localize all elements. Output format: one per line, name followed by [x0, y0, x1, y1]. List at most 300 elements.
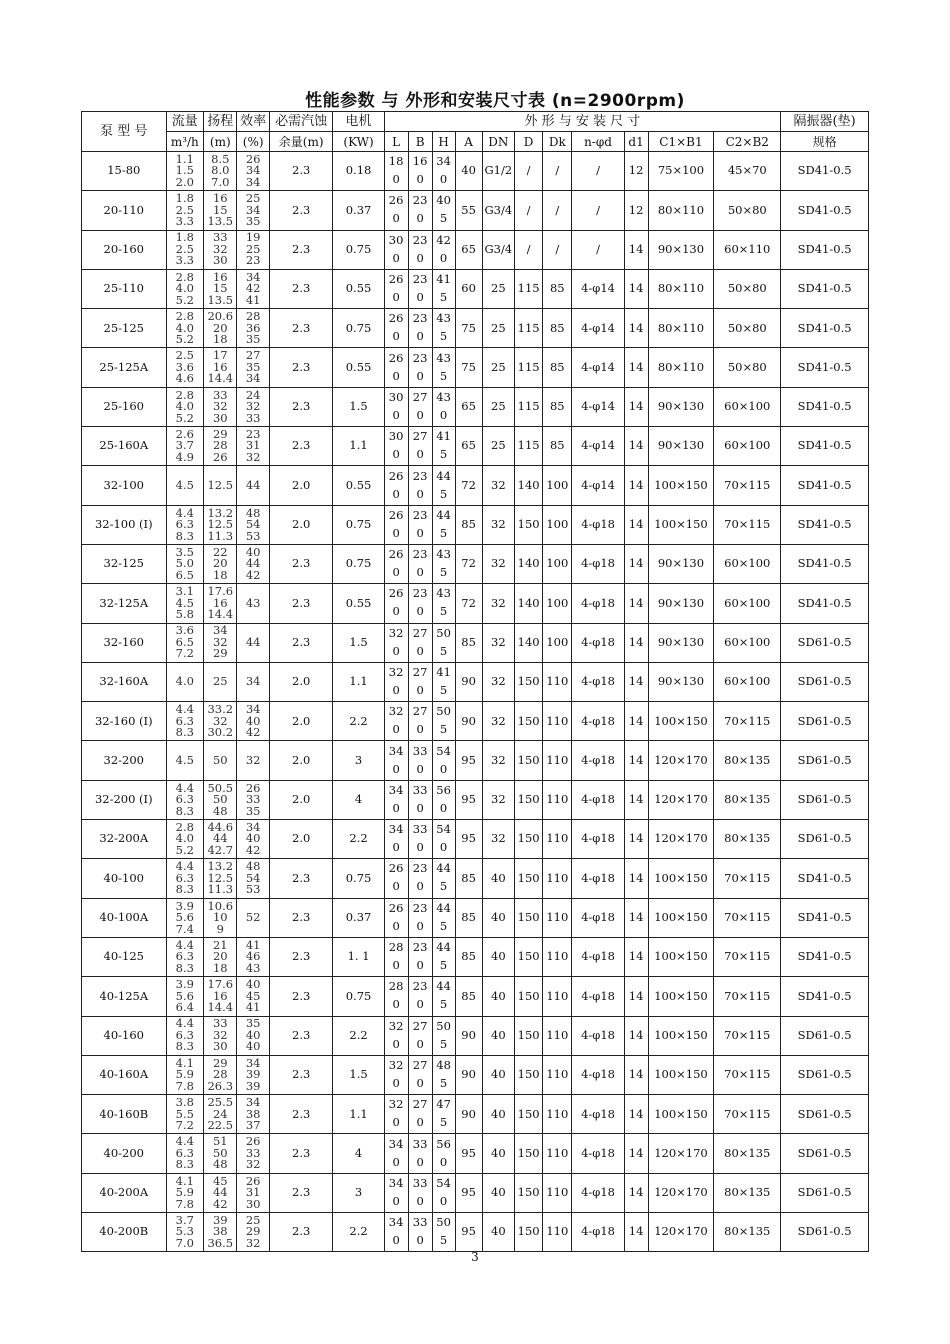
- cell-D: 150: [515, 780, 543, 819]
- cell-d1: 14: [624, 623, 648, 662]
- cell-D: 150: [515, 1173, 543, 1212]
- header-model: 泵 型 号: [82, 112, 167, 152]
- cell-head: [204, 662, 237, 701]
- cell-H: [432, 1134, 455, 1173]
- cell-head-value: 12.5: [207, 477, 234, 492]
- cell-flow-value: 2.5: [175, 202, 194, 217]
- cell-head-value: 16: [212, 988, 228, 1003]
- cell-C2B2: 60×110: [714, 230, 781, 269]
- cell-L-value: 0: [392, 407, 400, 422]
- cell-H-value: 44: [436, 900, 451, 915]
- cell-L: [384, 505, 408, 544]
- cell-H-value: 44: [436, 940, 451, 955]
- cell-head: [204, 1173, 237, 1212]
- cell-B-value: 27: [412, 665, 428, 679]
- cell-H-value: 44: [436, 979, 451, 994]
- cell-head-value: 30: [212, 1039, 228, 1054]
- cell-B-value: 0: [416, 604, 424, 619]
- cell-kw: 0.55: [333, 584, 384, 623]
- cell-eff-value: 19: [245, 230, 261, 245]
- cell-DN: 25: [482, 348, 514, 387]
- cell-A: 95: [455, 1173, 482, 1212]
- cell-flow-value: 4.5: [175, 752, 194, 767]
- cell-B-value: 33: [412, 1136, 428, 1151]
- cell-D: 150: [515, 898, 543, 937]
- cell-H: [432, 1173, 455, 1212]
- cell-eff: [237, 387, 269, 426]
- cell-head-value: 18: [212, 960, 228, 975]
- cell-nd: /: [572, 191, 624, 230]
- cell-B-value: 23: [412, 350, 428, 365]
- cell-iso: SD61-0.5: [781, 1095, 869, 1134]
- cell-nd: 4-φ14: [572, 269, 624, 308]
- cell-d1: 14: [624, 1134, 648, 1173]
- cell-Dk: 110: [543, 780, 572, 819]
- cell-C1B1: 100×150: [648, 937, 714, 976]
- table-row: [82, 309, 869, 348]
- cell-B-value: 0: [416, 1193, 424, 1208]
- cell-head: [204, 387, 237, 426]
- cell-head-value: 20: [212, 949, 228, 964]
- cell-eff-value: 39: [245, 1078, 261, 1093]
- cell-eff: [237, 1095, 269, 1134]
- cell-eff-value: 34: [245, 163, 261, 178]
- cell-head: [204, 269, 237, 308]
- cell-D: 115: [515, 269, 543, 308]
- cell-iso: SD41-0.5: [781, 348, 869, 387]
- cell-L: [384, 466, 408, 505]
- cell-npsh: 2.3: [269, 977, 333, 1016]
- cell-B-value: 0: [416, 172, 424, 187]
- cell-C2B2: 60×100: [714, 662, 781, 701]
- cell-eff-value: 40: [245, 713, 261, 728]
- cell-B: [408, 937, 432, 976]
- cell-eff: [237, 702, 269, 741]
- cell-L-value: 26: [388, 547, 404, 562]
- cell-flow-value: 8.3: [175, 1039, 194, 1054]
- cell-nd: /: [572, 152, 624, 191]
- cell-nd: 4-φ18: [572, 1016, 624, 1055]
- cell-C2B2: 70×115: [714, 977, 781, 1016]
- cell-nd: 4-φ18: [572, 702, 624, 741]
- cell-flow-value: 6.4: [175, 1000, 194, 1015]
- cell-head-value: 30: [212, 410, 228, 425]
- cell-eff: [237, 741, 269, 780]
- cell-DN: 40: [482, 859, 514, 898]
- cell-C1B1: 100×150: [648, 1095, 714, 1134]
- cell-Dk: 110: [543, 859, 572, 898]
- cell-C1B1: 75×100: [648, 152, 714, 191]
- cell-D: 140: [515, 623, 543, 662]
- cell-eff-value: 26: [245, 1173, 261, 1188]
- cell-d1: 14: [624, 780, 648, 819]
- cell-C2B2: 70×115: [714, 466, 781, 505]
- cell-eff-value: 32: [245, 449, 261, 464]
- cell-head-value: 32: [212, 1027, 228, 1042]
- cell-nd: 4-φ18: [572, 623, 624, 662]
- cell-eff-value: 48: [245, 505, 261, 520]
- cell-B-value: 0: [416, 1115, 424, 1130]
- cell-B: [408, 702, 432, 741]
- table-row: [82, 505, 869, 544]
- cell-C1B1: 100×150: [648, 1016, 714, 1055]
- cell-kw: 1.5: [333, 1055, 384, 1094]
- cell-kw: 0.55: [333, 269, 384, 308]
- cell-B-value: 23: [412, 507, 428, 522]
- cell-eff: [237, 466, 269, 505]
- cell-npsh: 2.3: [269, 1134, 333, 1173]
- cell-flow-value: 4.0: [175, 831, 194, 846]
- cell-A: 85: [455, 898, 482, 937]
- cell-flow-value: 2.8: [175, 819, 194, 834]
- cell-flow-value: 6.3: [175, 792, 194, 807]
- cell-flow-value: 5.2: [175, 292, 194, 307]
- cell-flow-value: 3.6: [175, 359, 194, 374]
- cell-DN: 25: [482, 427, 514, 466]
- cell-H: [432, 741, 455, 780]
- cell-eff-value: 42: [245, 281, 261, 296]
- cell-head-value: 20: [212, 556, 228, 571]
- cell-L-value: 28: [388, 940, 404, 955]
- cell-nd: 4-φ14: [572, 466, 624, 505]
- cell-Dk: 85: [543, 427, 572, 466]
- cell-eff-value: 52: [245, 910, 261, 925]
- cell-head: [204, 741, 237, 780]
- cell-npsh: 2.3: [269, 898, 333, 937]
- cell-H-value: 0: [439, 172, 448, 187]
- cell-Dk: 100: [543, 505, 572, 544]
- cell-d1: 14: [624, 820, 648, 859]
- cell-nd: 4-φ18: [572, 977, 624, 1016]
- cell-H-value: 5: [439, 683, 448, 697]
- cell-head-value: 8.0: [211, 163, 230, 178]
- cell-C1B1: 80×110: [648, 269, 714, 308]
- cell-d1: 14: [624, 1016, 648, 1055]
- cell-L: [384, 702, 408, 741]
- cell-C2B2: 60×100: [714, 623, 781, 662]
- cell-model: 40-160A: [82, 1055, 167, 1094]
- cell-H-value: 44: [436, 507, 451, 522]
- cell-B-value: 23: [412, 940, 428, 955]
- header-col-H: H: [432, 132, 455, 152]
- cell-kw: 4: [333, 1134, 384, 1173]
- cell-C2B2: 70×115: [714, 898, 781, 937]
- cell-flow-value: 6.3: [175, 1145, 194, 1160]
- cell-eff-value: 31: [245, 1185, 261, 1200]
- cell-L-value: 0: [392, 368, 400, 383]
- cell-eff-value: 30: [245, 1196, 261, 1211]
- header-col-A: A: [455, 132, 482, 152]
- cell-eff-value: 23: [245, 426, 261, 441]
- cell-kw: 2.2: [333, 820, 384, 859]
- cell-head-value: 14.4: [207, 1000, 234, 1015]
- cell-D: 140: [515, 584, 543, 623]
- cell-flow-value: 4.5: [175, 477, 194, 492]
- cell-eff: [237, 623, 269, 662]
- header-col-Dk: Dk: [543, 132, 572, 152]
- cell-iso: SD61-0.5: [781, 662, 869, 701]
- cell-head-value: 13.2: [207, 505, 234, 520]
- cell-eff-value: 42: [245, 567, 261, 582]
- cell-flow-value: 5.2: [175, 332, 194, 347]
- cell-H-value: 5: [439, 565, 448, 580]
- header-flow-unit: m³/h: [166, 132, 204, 152]
- cell-eff-value: 27: [245, 348, 261, 363]
- cell-H-value: 44: [436, 468, 451, 483]
- cell-H-value: 0: [439, 1154, 448, 1169]
- cell-Dk: 110: [543, 1173, 572, 1212]
- cell-iso: SD41-0.5: [781, 191, 869, 230]
- cell-eff-value: 34: [245, 1055, 261, 1070]
- cell-DN: 40: [482, 1055, 514, 1094]
- table-row: [82, 820, 869, 859]
- cell-H-value: 43: [436, 311, 451, 326]
- cell-L-value: 32: [388, 665, 404, 679]
- cell-D: 115: [515, 387, 543, 426]
- cell-head-value: 50: [212, 792, 228, 807]
- cell-flow-value: 6.3: [175, 870, 194, 885]
- cell-head-value: 36.5: [207, 1235, 234, 1250]
- cell-L-value: 34: [388, 1175, 404, 1190]
- cell-C2B2: 70×115: [714, 1016, 781, 1055]
- cell-head-value: 25.5: [207, 1095, 234, 1110]
- cell-kw: 2.2: [333, 702, 384, 741]
- cell-model: 32-100: [82, 466, 167, 505]
- cell-H-value: 5: [439, 211, 448, 226]
- cell-Dk: 85: [543, 348, 572, 387]
- cell-L-value: 32: [388, 1018, 404, 1033]
- cell-head-value: 29: [212, 646, 228, 661]
- cell-d1: 14: [624, 230, 648, 269]
- cell-flow-value: 2.8: [175, 309, 194, 324]
- table-row: [82, 780, 869, 819]
- cell-nd: 4-φ18: [572, 1173, 624, 1212]
- cell-C2B2: 80×135: [714, 1134, 781, 1173]
- cell-kw: 2.2: [333, 1213, 384, 1252]
- cell-eff: [237, 898, 269, 937]
- cell-eff-value: 31: [245, 438, 261, 453]
- table-row: [82, 937, 869, 976]
- table-row: [82, 152, 869, 191]
- cell-D: 150: [515, 1016, 543, 1055]
- cell-iso: SD41-0.5: [781, 584, 869, 623]
- cell-DN: 32: [482, 623, 514, 662]
- cell-Dk: 110: [543, 1134, 572, 1173]
- cell-L-value: 0: [392, 918, 400, 933]
- cell-kw: 0.18: [333, 152, 384, 191]
- cell-flow-value: 8.3: [175, 1157, 194, 1172]
- cell-flow-value: 8.3: [175, 803, 194, 818]
- cell-head-value: 45: [212, 1173, 228, 1188]
- cell-B: [408, 623, 432, 662]
- cell-L: [384, 1213, 408, 1252]
- cell-H: [432, 820, 455, 859]
- cell-head-value: 48: [212, 803, 228, 818]
- cell-eff-value: 29: [245, 1224, 261, 1239]
- cell-flow: [166, 191, 204, 230]
- cell-H-value: 54: [436, 822, 451, 837]
- cell-Dk: 110: [543, 702, 572, 741]
- cell-model: 32-125A: [82, 584, 167, 623]
- cell-B-value: 0: [416, 643, 424, 658]
- cell-H-value: 50: [436, 1018, 451, 1033]
- header-col-D: D: [515, 132, 543, 152]
- cell-B: [408, 898, 432, 937]
- cell-B-value: 23: [412, 311, 428, 326]
- cell-d1: 14: [624, 269, 648, 308]
- cell-eff-value: 34: [245, 371, 261, 386]
- cell-DN: 32: [482, 544, 514, 583]
- header-motor-unit: (KW): [333, 132, 384, 152]
- cell-A: 85: [455, 977, 482, 1016]
- cell-kw: 1.5: [333, 387, 384, 426]
- cell-C2B2: 60×100: [714, 544, 781, 583]
- cell-B: [408, 427, 432, 466]
- cell-flow-value: 8.3: [175, 528, 194, 543]
- cell-head-value: 10.6: [207, 898, 234, 913]
- cell-iso: SD41-0.5: [781, 269, 869, 308]
- cell-flow-value: 6.3: [175, 713, 194, 728]
- header-col-C2B2: C2×B2: [714, 132, 781, 152]
- cell-L-value: 26: [388, 900, 404, 915]
- cell-model: 40-100A: [82, 898, 167, 937]
- cell-B: [408, 741, 432, 780]
- cell-head-value: 34: [212, 623, 228, 638]
- cell-head: [204, 466, 237, 505]
- header-col-L: L: [384, 132, 408, 152]
- cell-flow: [166, 623, 204, 662]
- cell-eff-value: 40: [245, 977, 261, 992]
- cell-C1B1: 100×150: [648, 977, 714, 1016]
- cell-C2B2: 80×135: [714, 1213, 781, 1252]
- cell-flow-value: 2.8: [175, 387, 194, 402]
- cell-flow-value: 1.1: [175, 151, 194, 166]
- cell-H-value: 56: [436, 782, 451, 797]
- cell-head-value: 50: [212, 752, 228, 767]
- cell-Dk: 100: [543, 544, 572, 583]
- cell-H-value: 42: [436, 232, 451, 247]
- cell-model: 25-160: [82, 387, 167, 426]
- cell-eff: [237, 427, 269, 466]
- cell-C1B1: 120×170: [648, 820, 714, 859]
- cell-D: 150: [515, 937, 543, 976]
- cell-head: [204, 898, 237, 937]
- cell-B-value: 0: [416, 800, 424, 815]
- cell-model: 32-200: [82, 741, 167, 780]
- cell-head: [204, 1134, 237, 1173]
- cell-flow-value: 4.4: [175, 1016, 194, 1031]
- cell-L-value: 0: [392, 761, 400, 776]
- cell-kw: 4: [333, 780, 384, 819]
- cell-iso: SD61-0.5: [781, 1134, 869, 1173]
- cell-eff-value: 42: [245, 842, 261, 857]
- cell-flow-value: 4.1: [175, 1055, 194, 1070]
- cell-DN: 32: [482, 584, 514, 623]
- cell-flow-value: 8.3: [175, 725, 194, 740]
- cell-B: [408, 1173, 432, 1212]
- cell-d1: 12: [624, 191, 648, 230]
- cell-npsh: 2.3: [269, 348, 333, 387]
- cell-flow: [166, 544, 204, 583]
- cell-head-value: 33.2: [207, 702, 234, 717]
- cell-H-value: 41: [436, 429, 451, 444]
- cell-L: [384, 191, 408, 230]
- cell-A: 65: [455, 427, 482, 466]
- header-col-nd: n-φd: [572, 132, 624, 152]
- cell-L-value: 28: [388, 979, 404, 994]
- cell-flow-value: 7.4: [175, 921, 194, 936]
- cell-D: 115: [515, 427, 543, 466]
- cell-L-value: 0: [392, 1115, 400, 1130]
- cell-H-value: 43: [436, 586, 451, 601]
- cell-flow-value: 8.3: [175, 960, 194, 975]
- cell-d1: 14: [624, 544, 648, 583]
- cell-nd: 4-φ18: [572, 584, 624, 623]
- cell-head-value: 30: [212, 253, 228, 268]
- cell-Dk: 110: [543, 937, 572, 976]
- cell-head-value: 12.5: [207, 517, 234, 532]
- table-row: [82, 1016, 869, 1055]
- cell-B-value: 33: [412, 1215, 428, 1230]
- table-row: [82, 544, 869, 583]
- cell-flow-value: 4.0: [175, 399, 194, 414]
- cell-kw: 1.1: [333, 1095, 384, 1134]
- cell-kw: 0.75: [333, 230, 384, 269]
- cell-H: [432, 544, 455, 583]
- cell-flow-value: 7.2: [175, 1118, 194, 1133]
- cell-nd: 4-φ14: [572, 387, 624, 426]
- cell-Dk: 110: [543, 1213, 572, 1252]
- cell-head-value: 15: [212, 281, 228, 296]
- cell-head-value: 30.2: [207, 725, 234, 740]
- cell-A: 90: [455, 1016, 482, 1055]
- cell-L: [384, 387, 408, 426]
- cell-flow: [166, 1055, 204, 1094]
- cell-d1: 14: [624, 702, 648, 741]
- cell-A: 85: [455, 937, 482, 976]
- cell-eff-value: 35: [245, 1016, 261, 1031]
- cell-flow-value: 5.6: [175, 910, 194, 925]
- cell-iso: SD41-0.5: [781, 505, 869, 544]
- cell-H: [432, 1213, 455, 1252]
- cell-head-value: 13.5: [207, 292, 234, 307]
- cell-eff: [237, 780, 269, 819]
- cell-flow: [166, 309, 204, 348]
- cell-B: [408, 544, 432, 583]
- cell-eff-value: 34: [245, 174, 261, 189]
- cell-L-value: 0: [392, 447, 400, 462]
- cell-DN: 40: [482, 977, 514, 1016]
- cell-L-value: 0: [392, 683, 400, 697]
- cell-DN: 25: [482, 269, 514, 308]
- cell-L-value: 26: [388, 193, 404, 208]
- cell-C2B2: 70×115: [714, 1055, 781, 1094]
- cell-B: [408, 1095, 432, 1134]
- cell-nd: 4-φ18: [572, 1055, 624, 1094]
- cell-C1B1: 90×130: [648, 623, 714, 662]
- cell-kw: 1.1: [333, 427, 384, 466]
- cell-eff: [237, 584, 269, 623]
- cell-L: [384, 623, 408, 662]
- cell-C2B2: 60×100: [714, 584, 781, 623]
- cell-eff-value: 33: [245, 410, 261, 425]
- cell-L: [384, 584, 408, 623]
- cell-kw: 0.75: [333, 859, 384, 898]
- cell-flow: [166, 152, 204, 191]
- cell-B: [408, 505, 432, 544]
- cell-B-value: 0: [416, 565, 424, 580]
- page-title: 性能参数 与 外形和安装尺寸表 (n=2900rpm): [305, 91, 685, 111]
